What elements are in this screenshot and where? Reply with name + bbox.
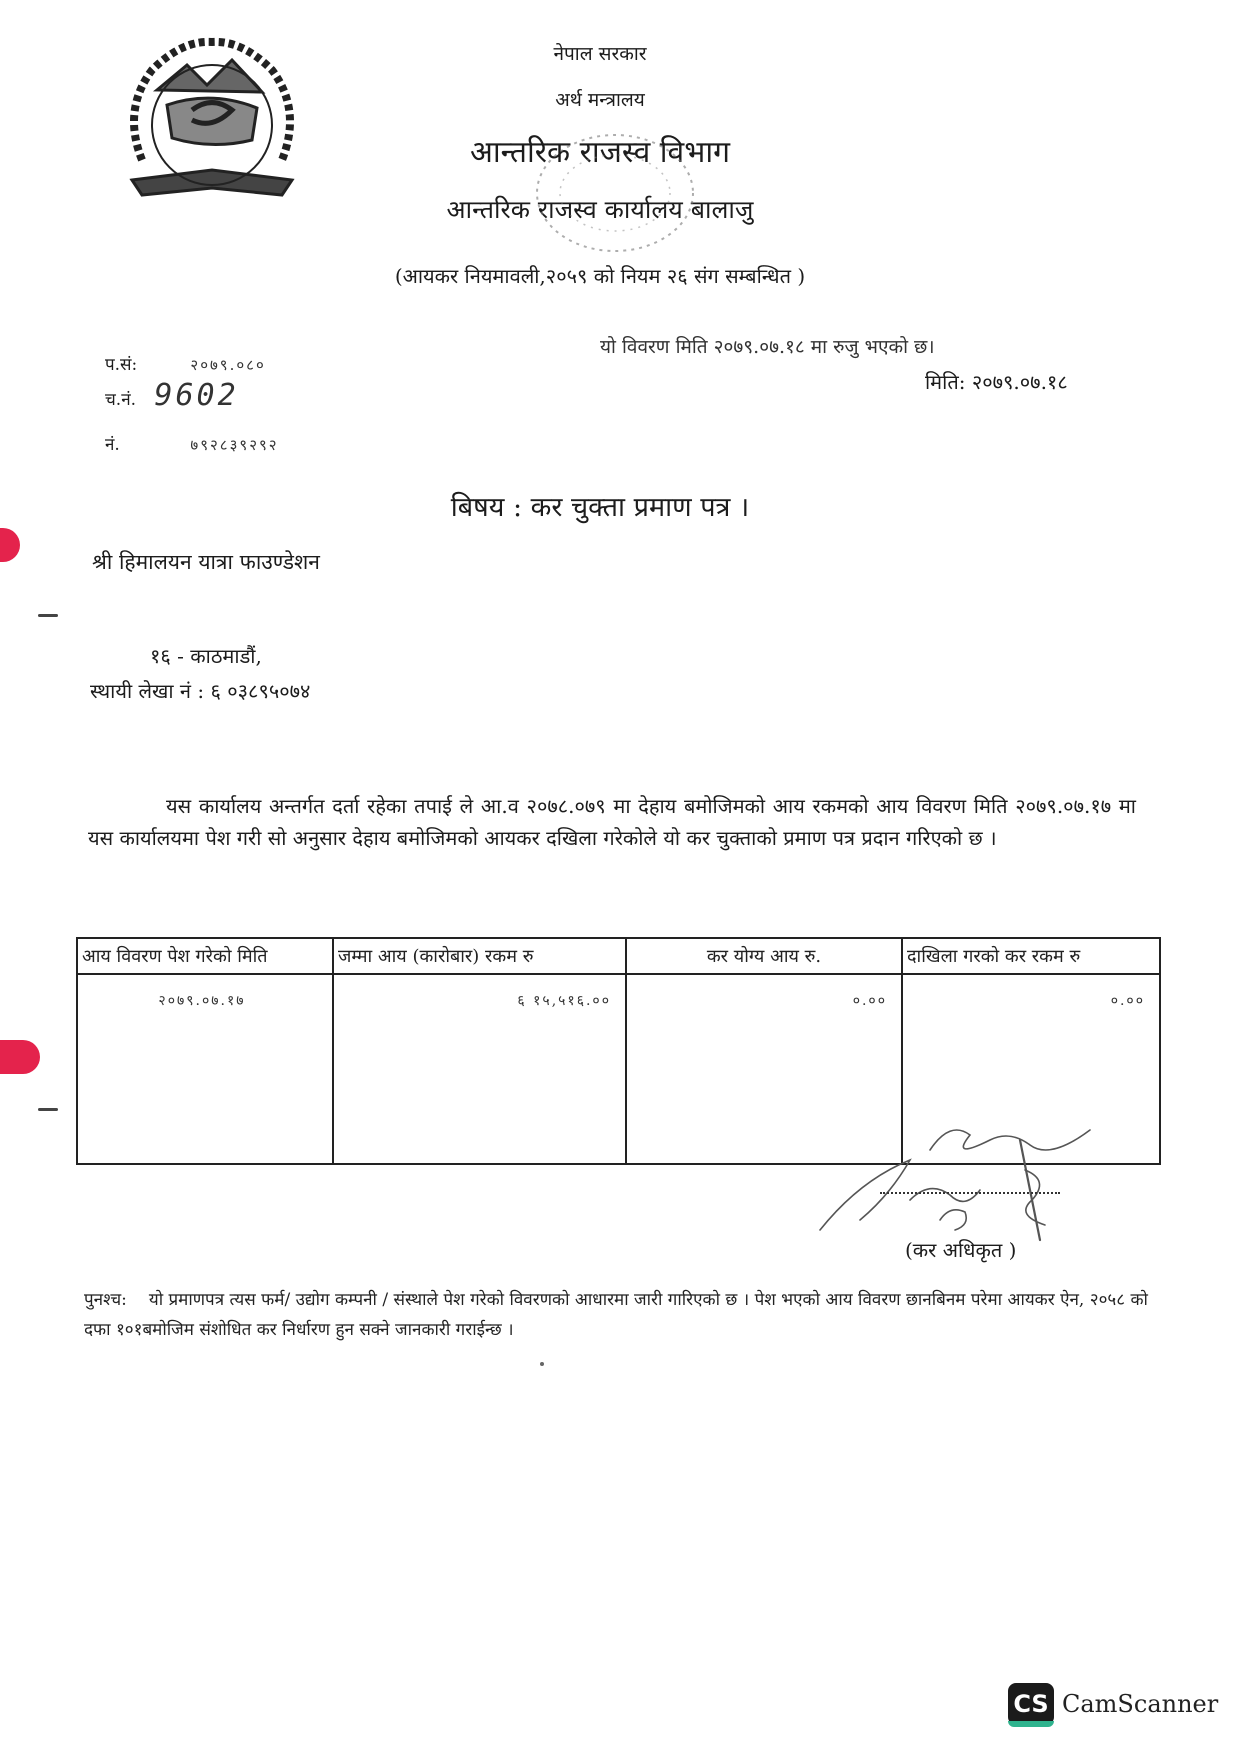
punch-hole-mark xyxy=(0,528,20,562)
dispatch-number-value: 9602 xyxy=(154,378,239,413)
punch-hole-mark xyxy=(0,1040,40,1074)
fiscal-year-value: २०७९.०८० xyxy=(190,356,266,374)
fiscal-year-ref xyxy=(105,352,266,375)
footnote-label: पुनश्च: xyxy=(84,1290,127,1310)
tax-officer-title: (कर अधिकृत ) xyxy=(905,1238,1017,1262)
letter-number-label: नं. xyxy=(105,435,120,455)
col-header-tax-paid: दाखिला गरको कर रकम रु xyxy=(902,938,1160,974)
addressee-name: श्री हिमालयन यात्रा फाउण्डेशन xyxy=(92,550,320,574)
pan-number: स्थायी लेखा नं : ६ ०३८९५०७४ xyxy=(90,679,311,703)
scan-mark xyxy=(38,1108,58,1111)
dispatch-number-ref xyxy=(105,378,239,413)
department-title: आन्तरिक राजस्व विभाग xyxy=(469,135,730,170)
office-stamp-icon xyxy=(530,128,700,258)
cell-taxable-income: ०.०० xyxy=(626,974,902,1164)
certificate-body: यस कार्यालय अन्तर्गत दर्ता रहेका तपाई ले आ.व २०७८.०७९ मा देहाय बमोजिमको आय रकमको आय विवरण मिति २०७९.०७.१७ मा यस कार्यालयमा पेश गरी सो अनुसार देहाय बमोजिमको आयकर दखिला गरेकोले यो कर चुक्ताको प्रमाण पत्र प्रदान गरिएको छ । xyxy=(88,794,1136,850)
scan-dot xyxy=(540,1362,544,1366)
fiscal-year-label: प.सं: xyxy=(105,355,138,375)
footnote-text: यो प्रमाणपत्र त्यस फर्म/ उद्योग कम्पनी / संस्थाले पेश गरेको विवरणको आधारमा जारी गारिएको छ । पेश भएको आय विवरण छानबिनम परेमा आयकर ऐन, २०५८ को दफा १०१बमोजिम संशोधित कर निर्धारण हुन सक्ने जानकारी गराईन्छ । xyxy=(84,1290,1148,1340)
table-header-row xyxy=(77,938,1160,974)
country-name: नेपाल सरकार xyxy=(553,43,647,65)
letter-number-ref xyxy=(105,432,279,455)
addressee-address: १६ - काठमाडौं, xyxy=(150,644,262,668)
scan-mark xyxy=(38,614,58,617)
verification-note: यो विवरण मिति २०७९.०७.१८ मा रुजु भएको छ। xyxy=(600,336,935,358)
col-header-total-income: जम्मा आय (कारोबार) रकम रु xyxy=(333,938,626,974)
letter-number-value: ७९२८३९२९२ xyxy=(190,436,279,454)
footnote xyxy=(84,1285,1154,1345)
cell-filing-date: २०७९.०७.१७ xyxy=(77,974,333,1164)
dispatch-number-label: च.नं. xyxy=(105,390,137,410)
ministry-name: अर्थ मन्त्रालय xyxy=(555,89,645,111)
issue-date: मिति: २०७९.०७.१८ xyxy=(925,370,1068,394)
camscanner-logo-icon: CS xyxy=(1008,1683,1054,1725)
camscanner-watermark: CamScanner xyxy=(1062,1690,1219,1718)
subject-line: बिषय : कर चुक्ता प्रमाण पत्र । xyxy=(450,492,750,523)
signature-line xyxy=(880,1192,1060,1194)
office-name: आन्तरिक राजस्व कार्यालय बालाजु xyxy=(446,195,754,224)
col-header-taxable-income: कर योग्य आय रु. xyxy=(626,938,902,974)
rule-reference: (आयकर नियमावली,२०५९ को नियम २६ संग सम्बन्धित ) xyxy=(394,264,806,288)
cell-total-income: ६ १५,५१६.०० xyxy=(333,974,626,1164)
cell-tax-paid: ०.०० xyxy=(902,974,1160,1164)
col-header-filing-date: आय विवरण पेश गरेको मिति xyxy=(77,938,333,974)
camscanner-logo-bar xyxy=(1008,1721,1054,1727)
